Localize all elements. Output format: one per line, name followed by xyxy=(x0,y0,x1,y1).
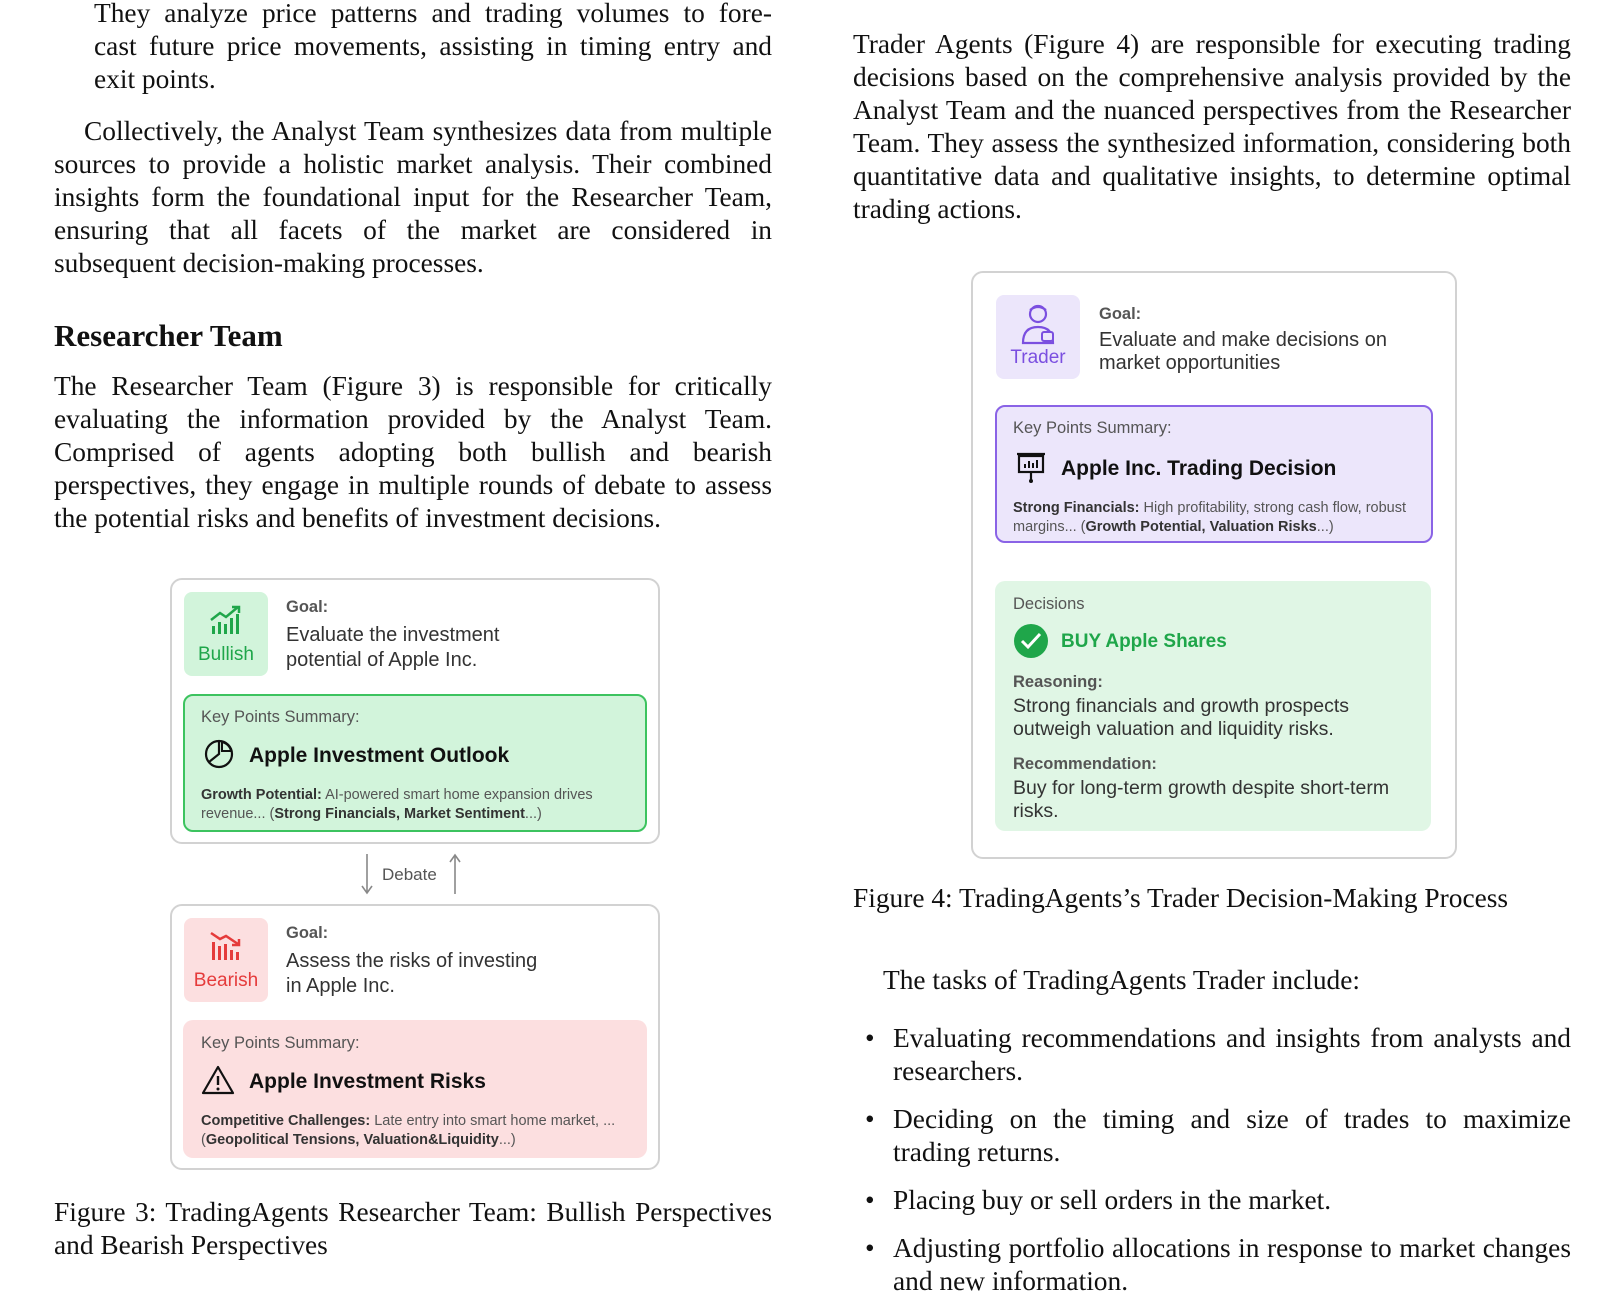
trader-card xyxy=(971,271,1457,859)
trader-kps-body-end: ...) xyxy=(1316,518,1334,535)
trader-decisions-panel xyxy=(995,581,1431,831)
bearish-kps-body xyxy=(201,1112,621,1149)
task-text: Evaluating recommendations and insights from analysts and researchers. xyxy=(893,1023,1571,1086)
list-item: • Placing buy or sell orders in the market. xyxy=(865,1185,1332,1215)
recommendation-text: Buy for long-term growth despite short-term risks. xyxy=(1013,777,1390,822)
trader-kps-body xyxy=(1013,499,1413,536)
bullish-kps-body-bold: Growth Potential: xyxy=(201,787,322,803)
figure3-caption: Figure 3: TradingAgents Researcher Team: Bullish Perspectives and Bearish Perspectives xyxy=(54,1197,772,1260)
bearish-role-badge xyxy=(184,918,268,1002)
check-circle-icon xyxy=(1013,623,1049,659)
trader-kps-heading: Key Points Summary: xyxy=(1013,419,1172,437)
reasoning-heading: Reasoning: xyxy=(1013,673,1103,691)
list-item: • Evaluating recommendations and insights from analysts and researchers. xyxy=(865,1023,1571,1086)
warning-icon xyxy=(201,1064,235,1096)
intro-paragraph xyxy=(94,0,772,96)
presentation-board-icon xyxy=(1015,451,1047,483)
bearish-kps-heading: Key Points Summary: xyxy=(201,1034,360,1052)
bullish-goal-text: Evaluate the investment potential of Apple Inc. xyxy=(286,624,500,671)
task-text: Deciding on the timing and size of trades to maximize trading returns. xyxy=(893,1104,1571,1167)
trader-kps-body-bold: Strong Financials: xyxy=(1013,500,1140,516)
debate-connector xyxy=(360,852,470,896)
trader-role-label: Trader xyxy=(1010,347,1066,368)
trader-key-points xyxy=(995,405,1433,543)
bearish-goal-heading: Goal: xyxy=(286,924,329,942)
bullish-goal-heading: Goal: xyxy=(286,598,329,616)
trader-goal-heading: Goal: xyxy=(1099,305,1142,323)
analyst-summary-paragraph: Collectively, the Analyst Team synthesizes data from multiple sources to provide a holistic market analysis. Their combined insights form the foundational input for the Researcher Team, ensuring that all facets of the market are considered in subsequent decision-making processes. xyxy=(54,116,772,278)
bearish-kps-body-bold2: Geopolitical Tensions, Valuation&Liquidity xyxy=(205,1131,499,1148)
task-text: Placing buy or sell orders in the market. xyxy=(893,1185,1332,1215)
decisions-heading: Decisions xyxy=(1013,595,1085,613)
bullish-kps-body-end: ...) xyxy=(524,805,542,822)
arrow-up-icon xyxy=(448,852,462,896)
researcher-paragraph: The Researcher Team (Figure 3) is responsible for critically evaluating the information provided by the Analyst Team. Comprised of agents adopting both bullish and bearish perspectives, they engage in multiple rounds of debate to assess the potential risks and benefits of investment decisions. xyxy=(54,371,772,533)
debate-label: Debate xyxy=(382,865,437,884)
list-item: • Adjusting portfolio allocations in response to market changes and new information. xyxy=(865,1233,1571,1296)
bullish-role-badge xyxy=(184,592,268,676)
list-item: • Deciding on the timing and size of trades to maximize trading returns. xyxy=(865,1104,1571,1167)
tasks-intro: The tasks of TradingAgents Trader include: xyxy=(883,965,1361,995)
tasks-list xyxy=(853,1022,1571,1313)
task-text: Adjusting portfolio allocations in response to market changes and new information. xyxy=(893,1233,1571,1296)
trader-kps-body-text: High profitability, strong cash flow, robust margins... ( xyxy=(1013,500,1406,535)
trader-role-badge xyxy=(996,295,1080,379)
bullish-card xyxy=(170,578,660,844)
decision-text: BUY Apple Shares xyxy=(1061,631,1227,652)
bullish-kps-title: Apple Investment Outlook xyxy=(249,744,510,767)
bullish-key-points xyxy=(183,694,647,832)
bearish-key-points xyxy=(183,1020,647,1158)
bearish-kps-body-end: ...) xyxy=(498,1131,516,1148)
bullish-kps-body xyxy=(201,786,621,823)
trader-goal-text: Evaluate and make decisions on market opportunities xyxy=(1099,329,1387,374)
arrow-down-icon xyxy=(360,852,374,896)
recommendation-heading: Recommendation: xyxy=(1013,755,1157,773)
bullish-kps-body-bold2: Strong Financials, Market Sentiment xyxy=(274,805,525,822)
bearish-kps-title: Apple Investment Risks xyxy=(249,1070,486,1093)
bearish-goal-text: Assess the risks of investing in Apple Inc. xyxy=(286,950,538,997)
chart-decline-icon xyxy=(208,930,244,962)
trader-kps-title: Apple Inc. Trading Decision xyxy=(1061,457,1337,480)
section-title: Researcher Team xyxy=(54,318,283,353)
intro-line-3: exit points. xyxy=(94,64,216,94)
trader-kps-body-bold2: Growth Potential, Valuation Risks xyxy=(1085,518,1317,535)
intro-line-2: cast future price movements, assisting in timing entry and xyxy=(94,31,772,61)
bearish-role-label: Bearish xyxy=(193,970,259,991)
reasoning-text: Strong financials and growth prospects outweigh valuation and liquidity risks. xyxy=(1013,695,1350,740)
chart-growth-icon xyxy=(208,604,244,636)
intro-line-1: They analyze price patterns and trading volumes to fore- xyxy=(94,0,772,28)
bullish-kps-heading: Key Points Summary: xyxy=(201,708,360,726)
bearish-card xyxy=(170,904,660,1170)
trader-icon xyxy=(1020,303,1056,347)
figure4-caption: Figure 4: TradingAgents’s Trader Decision-Making Process xyxy=(853,883,1509,913)
bullish-role-label: Bullish xyxy=(198,644,254,665)
pie-chart-icon xyxy=(203,738,235,770)
bearish-kps-body-bold: Competitive Challenges: xyxy=(201,1113,371,1129)
bearish-kps-body-text: Late entry into smart home market, ... ( xyxy=(201,1113,616,1148)
trader-paragraph: Trader Agents (Figure 4) are responsible for executing trading decisions based on the comprehensive analysis provided by the Analyst Team and the nuanced perspectives from the Researcher Team. They assess the synthesized information, considering both quantitative data and qualitative insights, to determine optimal trading actions. xyxy=(853,29,1571,224)
bullish-kps-body-text: AI-powered smart home expansion drives revenue... ( xyxy=(201,787,593,822)
